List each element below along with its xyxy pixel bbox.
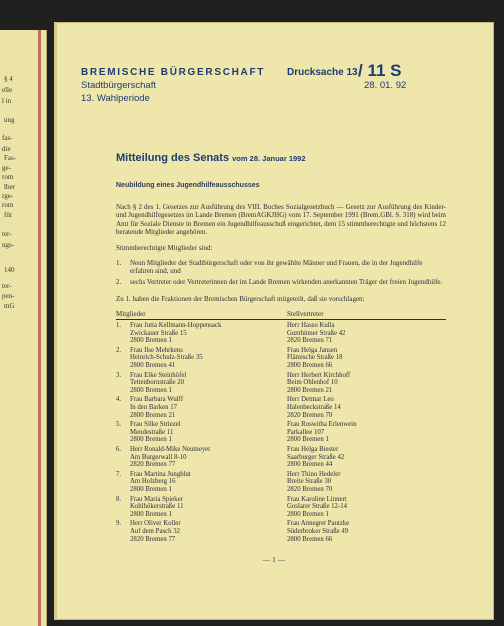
previous-page-fragment: ter- bbox=[2, 282, 12, 290]
deputy-line: Frau Roswitha Erlenwein bbox=[287, 421, 357, 429]
deputy-line: Halenbeckstraße 14 bbox=[287, 403, 341, 411]
previous-page-fragment: Fas- bbox=[4, 154, 17, 162]
page-number: — 1 — bbox=[262, 555, 286, 564]
document-page bbox=[54, 22, 494, 620]
deputy-line: Herr Thino Hedeler bbox=[287, 470, 341, 478]
voting-item-number: 1. bbox=[116, 259, 122, 267]
deputy-line: 2800 Bremen 44 bbox=[287, 461, 333, 469]
header-organisation: BREMISCHE BÜRGERSCHAFT bbox=[81, 67, 266, 78]
previous-page-fragment: elle bbox=[2, 86, 13, 94]
deputy-line: 2820 Bremen 70 bbox=[287, 485, 333, 493]
deputy-entry bbox=[287, 496, 347, 519]
deputy-line: Frau Annegret Pautzke bbox=[287, 520, 350, 528]
member-number: 6. bbox=[116, 446, 122, 453]
to-one-paragraph: Zu 1. haben die Fraktionen der Bremischen Bürgerschaft mitgeteilt, daß sie vorschlagen: bbox=[116, 295, 365, 303]
voting-item-text: Neun Mitglieder der Stadtbürgerschaft oder von ihr gewählte Männer und Frauen, die in der Jugendhilfe erfahren sind, und bbox=[130, 259, 423, 276]
deputy-line: Gunthinner Straße 42 bbox=[287, 329, 346, 337]
deputy-line: Goslarer Straße 12-14 bbox=[287, 503, 348, 511]
previous-page-fragment: ngs- bbox=[2, 241, 15, 249]
member-line: Herr Oliver Koller bbox=[130, 520, 181, 528]
member-line: 2800 Bremen 1 bbox=[130, 485, 172, 493]
member-number: 8. bbox=[116, 495, 122, 503]
previous-page-fragment: mG bbox=[4, 302, 15, 310]
member-line: Frau Barbara Wulff bbox=[130, 396, 184, 404]
previous-page-edge bbox=[0, 30, 47, 626]
previous-page-fragment: ter- bbox=[2, 230, 12, 238]
previous-page-fragment: pen- bbox=[2, 292, 15, 300]
header-date: 28. 01. 92 bbox=[364, 80, 407, 91]
voting-intro: Stimmberechtigte Mitglieder sind: bbox=[116, 244, 213, 252]
previous-page-fragment: 140 bbox=[4, 266, 15, 274]
member-line: Tettenbornstraße 20 bbox=[130, 379, 185, 387]
deputy-line: Beim Ohlenhof 10 bbox=[287, 379, 338, 387]
member-line: Heinrich-Schulz-Straße 35 bbox=[130, 354, 203, 362]
deputy-line: Frau Helga Jansen bbox=[287, 346, 338, 354]
deputy-line: 2820 Bremen 70 bbox=[287, 411, 333, 419]
deputy-line: 2800 Bremen 1 bbox=[287, 436, 329, 444]
member-entry bbox=[130, 496, 184, 519]
member-line: Kohlhökerstraße 11 bbox=[130, 503, 184, 511]
member-entry bbox=[130, 372, 186, 395]
member-line: Mendestraße 11 bbox=[130, 428, 174, 436]
deputy-entry bbox=[287, 322, 346, 345]
deputy-line: 2800 Bremen 66 bbox=[287, 535, 333, 543]
binding-edge bbox=[38, 30, 41, 626]
deputy-entry bbox=[287, 446, 344, 469]
member-line: Frau Silke Striezel bbox=[130, 421, 181, 429]
member-line: Herr Ronald-Mike Neumeyer bbox=[130, 446, 211, 453]
voting-item-number: 2. bbox=[116, 278, 122, 286]
deputy-line: 2820 Bremen 71 bbox=[287, 337, 333, 345]
member-line: In den Barken 17 bbox=[130, 403, 177, 411]
previous-page-fragment: rom bbox=[2, 201, 14, 209]
deputy-line: Flämische Straße 18 bbox=[287, 354, 343, 362]
member-line: Frau Elke Steinhöfel bbox=[130, 371, 187, 379]
header-doc-label: Drucksache 13 bbox=[287, 67, 358, 78]
deputy-line: Herr Hasso Kulla bbox=[287, 322, 335, 329]
deputy-entry bbox=[287, 372, 350, 395]
member-line: 2800 Bremen 1 bbox=[130, 510, 172, 518]
header-subtitle: Stadtbürgerschaft bbox=[81, 80, 156, 91]
previous-page-fragment: für bbox=[4, 211, 13, 219]
member-line: 2800 Bremen 1 bbox=[130, 337, 172, 345]
member-line: Frau Martina Jungblut bbox=[130, 470, 191, 478]
member-number: 7. bbox=[116, 470, 122, 478]
header-doc-number: / 11 S bbox=[358, 61, 402, 80]
member-entry bbox=[130, 396, 183, 419]
deputy-line: Frau Helga Biester bbox=[287, 446, 339, 453]
deputy-entry bbox=[287, 471, 340, 494]
deputy-line: 2800 Bremen 21 bbox=[287, 386, 333, 394]
previous-page-fragment: ung bbox=[4, 116, 15, 124]
previous-page-fragment: die bbox=[2, 145, 11, 153]
member-line: 2820 Bremen 77 bbox=[130, 461, 176, 469]
deputy-line: Herr Herbert Kirchhoff bbox=[287, 371, 351, 379]
previous-page-fragment: l in bbox=[2, 97, 12, 105]
deputy-entry bbox=[287, 396, 341, 419]
deputy-line: 2800 Bremen 1 bbox=[287, 510, 329, 518]
member-line: 2820 Bremen 77 bbox=[130, 535, 176, 543]
deputy-line: Saarburger Straße 42 bbox=[287, 453, 345, 461]
title-text: Mitteilung des Senats bbox=[116, 152, 230, 164]
voting-item-text: sechs Vertreter oder Vertreterinnen der im Lande Bremen wirkenden anerkannten Träger der freien Jugendhilfe. bbox=[130, 278, 443, 286]
member-entry bbox=[130, 520, 181, 543]
deputy-entry bbox=[287, 347, 343, 370]
header-period: 13. Wahlperiode bbox=[81, 93, 150, 104]
column-header-members: Mitglieder bbox=[116, 310, 146, 318]
deputy-line: Herr Detmar Leo bbox=[287, 396, 334, 404]
member-number: 2. bbox=[116, 346, 122, 354]
member-line: 2800 Bremen 21 bbox=[130, 411, 176, 419]
member-number: 4. bbox=[116, 396, 122, 404]
member-entry bbox=[130, 347, 203, 370]
deputy-line: Süderbroker Straße 49 bbox=[287, 527, 349, 535]
document-subject: Neubildung eines Jugendhilfeausschusses bbox=[116, 182, 260, 189]
title-date: vom 28. Januar 1992 bbox=[232, 154, 306, 163]
member-entry bbox=[130, 471, 191, 494]
deputy-entry bbox=[287, 520, 349, 543]
member-line: 2800 Bremen 1 bbox=[130, 436, 172, 444]
member-number: 9. bbox=[116, 520, 122, 528]
deputy-line: Parkallee 107 bbox=[287, 428, 325, 436]
member-line: Zwickauer Straße 15 bbox=[130, 329, 187, 337]
member-number: 3. bbox=[116, 371, 122, 379]
member-line: 2800 Bremen 41 bbox=[130, 361, 176, 369]
member-number: 1. bbox=[116, 322, 122, 329]
previous-page-fragment: rge- bbox=[2, 192, 14, 200]
member-line: Frau Ilse Mehrkens bbox=[130, 346, 183, 354]
deputy-line: Breite Straße 30 bbox=[287, 478, 332, 486]
header-rule bbox=[116, 319, 446, 320]
member-line: Frau Jutta Kellmann-Hoppensack bbox=[130, 322, 222, 329]
previous-page-fragment: rom bbox=[2, 173, 14, 181]
member-number: 5. bbox=[116, 421, 122, 429]
previous-page-fragment: fas- bbox=[2, 134, 13, 142]
previous-page-fragment: § 4 bbox=[4, 75, 13, 83]
previous-page-fragment: ge- bbox=[2, 164, 11, 172]
member-entry bbox=[130, 446, 210, 469]
page-fold bbox=[54, 22, 57, 620]
member-line: Auf dem Pasch 32 bbox=[130, 527, 181, 535]
member-line: 2800 Bremen 1 bbox=[130, 386, 172, 394]
deputy-line: Frau Karoline Linnert bbox=[287, 495, 347, 503]
intro-paragraph: Nach § 2 des 1. Gesetzes zur Ausführung des VIII. Buches Sozialgesetzbuch — Gesetz zur Ausführung des Kinder- und Jugendhilfegesetzes im Lande Bremen (BremAGKJHG) vom 17. September 1991 (Brem.GBl. S. 318) wird beim Amt für Soziale Dienste in Bremen ein Jugendhilfeausschuß eingerichtet, dem 15 stimmberechtigte und höchstens 12 beratende Mitglieder angehören. bbox=[116, 203, 446, 237]
member-entry bbox=[130, 322, 221, 345]
deputy-entry bbox=[287, 421, 356, 444]
member-entry bbox=[130, 421, 181, 444]
deputy-line: 2800 Bremen 66 bbox=[287, 361, 333, 369]
member-line: Am Burgerwall 8-10 bbox=[130, 453, 187, 461]
previous-page-fragment: lber bbox=[4, 183, 15, 191]
member-line: Frau Maria Spieker bbox=[130, 495, 183, 503]
column-header-deputies: Stellvertreter bbox=[287, 310, 324, 318]
member-line: Am Holzberg 16 bbox=[130, 478, 176, 486]
document-title bbox=[116, 152, 306, 164]
